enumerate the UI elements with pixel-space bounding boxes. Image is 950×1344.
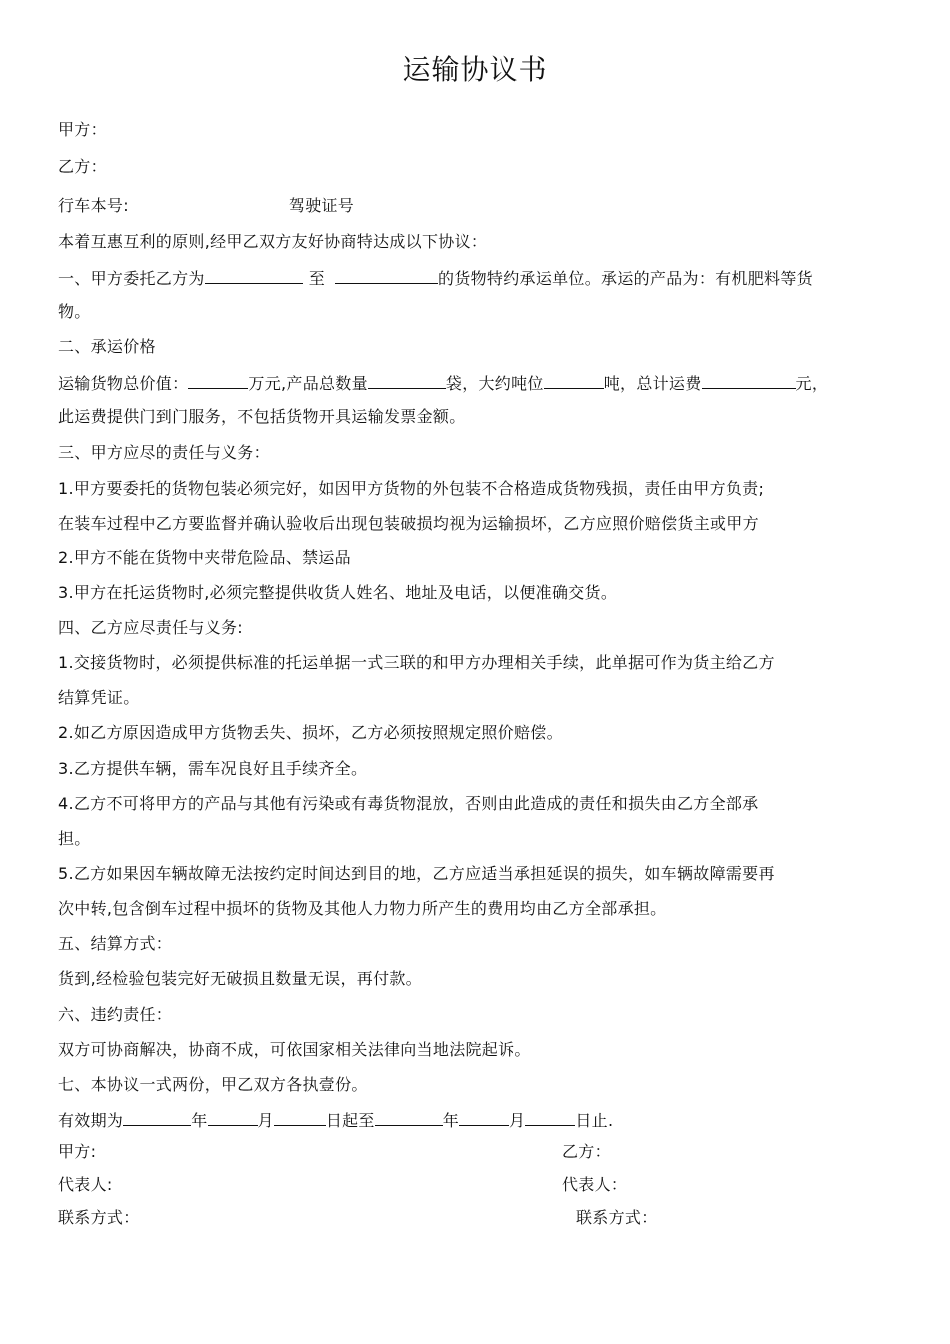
clause-5-heading: 五、结算方式： [58,934,173,953]
clause-4-item: 担。 [58,829,91,848]
contact-b: 联系方式： [576,1208,658,1227]
clause-3-item: 3.甲方在托运货物时,必须完整提供收货人姓名、地址及电话，以便准确交货。 [58,583,618,602]
representative-a: 代表人: [58,1175,113,1194]
start-day-label: 日起至 [325,1111,375,1130]
start-day-blank [274,1108,326,1126]
party-a-line: 甲方： [58,120,107,139]
start-year-label: 年 [191,1111,208,1130]
origin-blank [205,266,303,284]
end-year-blank [375,1108,443,1126]
intro-text: 本着互惠互利的原则,经甲乙双方友好协商特达成以下协议： [58,232,488,251]
validity-prefix: 有效期为 [58,1111,124,1130]
clause-1-suffix: 的货物特约承运单位。承运的产品为：有机肥料等货 [438,269,813,288]
vehicle-license-label: 行车本号: [58,196,129,215]
tonnage-label: 袋，大约吨位 [445,374,544,393]
signature-party-a: 甲方: [58,1142,97,1161]
clause-2-price-row [58,371,828,393]
clause-3-heading: 三、甲方应尽的责任与义务： [58,443,270,462]
start-month-label: 月 [257,1111,274,1130]
quantity-label: 万元,产品总数量 [248,374,368,393]
clause-4-item: 次中转,包含倒车过程中损坏的货物及其他人力物力所产生的费用均由乙方全部承担。 [58,899,667,918]
end-day-label: 日止. [575,1111,614,1130]
clause-3-item: 2.甲方不能在货物中夹带危险品、禁运品 [58,548,351,567]
party-b-line: 乙方： [58,157,107,176]
signature-party-b: 乙方： [562,1142,611,1161]
destination-blank [335,266,438,284]
representative-b: 代表人： [562,1175,628,1194]
total-value-blank [188,371,248,389]
clause-4-heading: 四、乙方应尽责任与义务: [58,618,243,637]
end-day-blank [525,1108,575,1126]
clause-7-text: 七、本协议一式两份，甲乙双方各执壹份。 [58,1075,368,1094]
driver-license-label: 驾驶证号 [288,196,355,215]
clause-2-cont: 此运费提供门到门服务，不包括货物开具运输发票金额。 [58,407,466,426]
contact-a: 联系方式： [58,1208,140,1227]
quantity-blank [368,371,446,389]
document-title: 运输协议书 [402,53,548,86]
clause-3-item: 1.甲方要委托的货物包装必须完好，如因甲方货物的外包装不合格造成货物残损，责任由甲方负责; [58,479,765,498]
clause-4-item: 4.乙方不可将甲方的产品与其他有污染或有毒货物混放，否则由此造成的责任和损失由乙方全部承 [58,794,759,813]
freight-label: 吨，总计运费 [603,374,702,393]
freight-blank [702,371,796,389]
clause-4-item: 结算凭证。 [58,688,140,707]
license-row [58,195,354,217]
end-month-label: 月 [509,1111,526,1130]
clause-3-item: 在装车过程中乙方要监督并确认验收后出现包装破损均视为运输损坏，乙方应照价赔偿货主或甲方 [58,514,759,533]
total-value-label: 运输货物总价值： [58,374,189,393]
validity-row [58,1108,613,1130]
clause-5-text: 货到,经检验包装完好无破损且数量无误，再付款。 [58,969,422,988]
clause-4-item: 2.如乙方原因造成甲方货物丢失、损坏，乙方必须按照规定照价赔偿。 [58,723,563,742]
tonnage-blank [544,371,604,389]
clause-6-text: 双方可协商解决，协商不成，可依国家相关法律向当地法院起诉。 [58,1040,531,1059]
end-year-label: 年 [442,1111,460,1130]
clause-1 [58,266,813,288]
clause-6-heading: 六、违约责任： [58,1005,173,1024]
start-year-blank [123,1108,191,1126]
clause-1-prefix: 一、甲方委托乙方为 [58,269,205,288]
clause-4-item: 1.交接货物时，必须提供标准的托运单据一式三联的和甲方办理相关手续，此单据可作为货主给乙方 [58,653,775,672]
clause-4-item: 3.乙方提供车辆，需车况良好且手续齐全。 [58,759,368,778]
clause-1-cont: 物。 [58,302,91,321]
clause-4-item: 5.乙方如果因车辆故障无法按约定时间达到目的地，乙方应适当承担延误的损失，如车辆故障需要再 [58,864,775,883]
start-month-blank [208,1108,258,1126]
end-month-blank [459,1108,509,1126]
clause-2-heading: 二、承运价格 [58,337,156,356]
clause-1-to: 至 [308,269,326,288]
freight-unit: 元， [795,374,829,393]
